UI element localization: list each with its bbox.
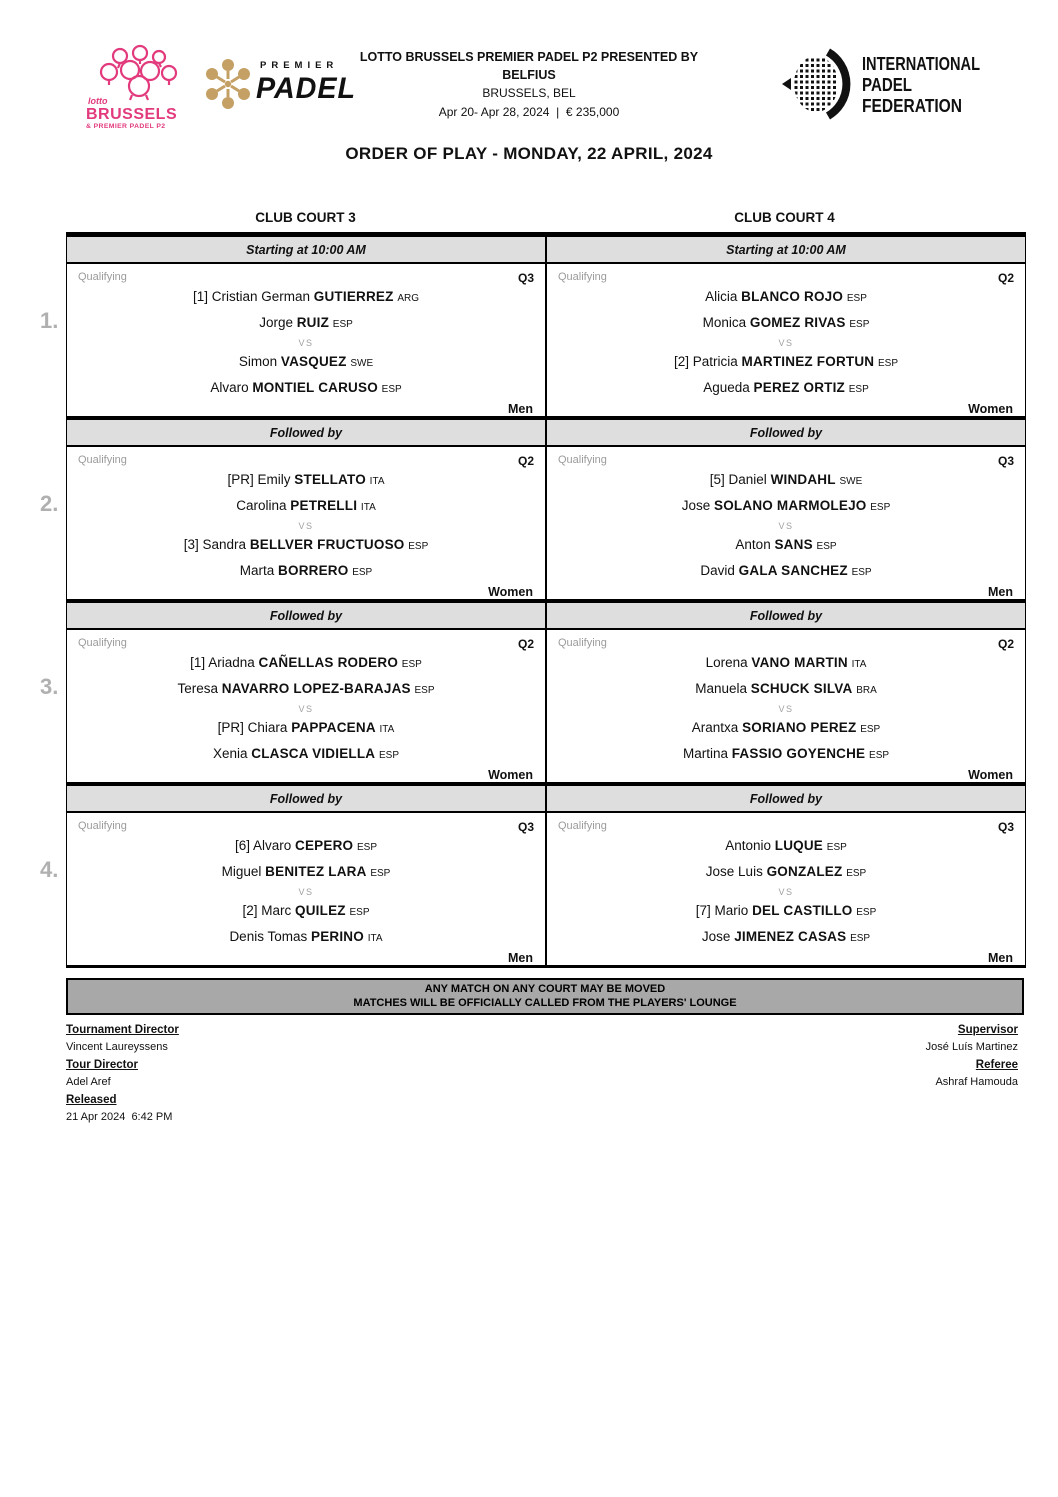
player-country: ESP: [860, 724, 881, 735]
player: [547, 651, 1025, 677]
released-timestamp: 21 Apr 2024 6:42 PM: [66, 1111, 173, 1123]
tournament-header: [314, 48, 744, 122]
round-label: Q2: [517, 454, 534, 468]
player: [547, 285, 1025, 311]
time-header: Followed by: [67, 603, 547, 628]
time-header: Followed by: [749, 609, 823, 623]
brussels-logo-main-text: BRUSSELS: [86, 106, 178, 123]
match-cell-court3-3: [67, 630, 547, 782]
brussels-atomium-rackets-icon: [82, 44, 192, 136]
match-cell-court4-1: [547, 264, 1025, 416]
order-of-play-table: [66, 232, 1026, 968]
player: [67, 468, 545, 494]
stage-label: Qualifying: [78, 820, 127, 832]
player-first-name: Ariadna: [208, 655, 255, 670]
time-header: Starting at 10:00 AM: [67, 237, 547, 262]
player-last-name: MONTIEL CARUSO: [252, 380, 378, 395]
round-label: Q3: [517, 820, 534, 834]
player-first-name: Teresa: [177, 681, 218, 696]
match-cell-head: [547, 447, 1025, 468]
tournament-director-label: Tournament Director: [66, 1024, 179, 1036]
player-last-name: GONZALEZ: [766, 864, 843, 879]
player-last-name: SANS: [774, 537, 813, 552]
player-first-name: Simon: [238, 354, 278, 369]
player-country: ESP: [357, 842, 378, 853]
player-country: ESP: [826, 842, 847, 853]
round-label: Q3: [997, 454, 1014, 468]
tournament-dates-prize: Apr 20- Apr 28, 2024 | € 235,000: [438, 105, 620, 119]
vs-label: VS: [778, 704, 794, 714]
player-first-name: Jose Luis: [705, 864, 763, 879]
player: [67, 533, 545, 559]
player-last-name: CAÑELLAS RODERO: [258, 655, 399, 670]
player-first-name: Emily: [257, 472, 291, 487]
officials-left-column: [66, 1021, 179, 1126]
stage-label: Qualifying: [558, 637, 607, 649]
row-number-2: 2.: [40, 491, 59, 516]
player-last-name: GALA SANCHEZ: [738, 563, 848, 578]
player: [547, 716, 1025, 742]
released-label: Released: [66, 1094, 117, 1106]
player: [67, 742, 545, 768]
player-last-name: SOLANO MARMOLEJO: [714, 498, 867, 513]
tournament-name-line1: LOTTO BRUSSELS PREMIER PADEL P2 PRESENTED BY: [359, 50, 699, 64]
player-last-name: PERINO: [311, 929, 364, 944]
round-label: Q3: [517, 271, 534, 285]
row-number-1: 1.: [40, 308, 59, 333]
stage-label: Qualifying: [78, 271, 127, 283]
player: [67, 899, 545, 925]
stage-label: Qualifying: [558, 820, 607, 832]
stage-label: Qualifying: [78, 454, 127, 466]
player-last-name: CEPERO: [295, 838, 354, 853]
page-title: ORDER OF PLAY - MONDAY, 22 APRIL, 2024: [345, 144, 713, 163]
match-row: [67, 447, 1025, 599]
player-first-name: David: [700, 563, 735, 578]
category-label: Women: [968, 402, 1013, 416]
player-country: ESP: [370, 868, 391, 879]
player-first-name: Patricia: [692, 354, 738, 369]
court-4-label: CLUB COURT 4: [734, 210, 835, 225]
player: [547, 376, 1025, 402]
player-country: ITA: [360, 502, 376, 513]
player-seed: [5]: [709, 472, 725, 487]
player-last-name: QUILEZ: [295, 903, 346, 918]
time-header-row: [67, 233, 1025, 264]
player-country: ESP: [878, 358, 899, 369]
player-last-name: PETRELLI: [290, 498, 358, 513]
player-first-name: Carolina: [236, 498, 287, 513]
player-country: ESP: [846, 293, 867, 304]
player-last-name: RUIZ: [296, 315, 330, 330]
round-label: Q2: [997, 637, 1014, 651]
teams: [67, 651, 545, 768]
match-row: [67, 813, 1025, 965]
player-first-name: Mario: [714, 903, 749, 918]
tournament-name-line2: BELFIUS: [502, 68, 556, 82]
player-last-name: VANO MARTIN: [751, 655, 848, 670]
match-cell-court3-2: [67, 447, 547, 599]
player-seed: [2]: [242, 903, 258, 918]
player-last-name: BENITEZ LARA: [265, 864, 367, 879]
teams: [67, 834, 545, 951]
player-last-name: BORRERO: [278, 563, 349, 578]
player-country: ESP: [414, 685, 435, 696]
match-row: [67, 264, 1025, 416]
player-country: ESP: [408, 541, 429, 552]
tour-director-label: Tour Director: [66, 1059, 138, 1071]
player-last-name: SCHUCK SILVA: [750, 681, 853, 696]
time-header-row: [67, 599, 1025, 630]
player: [547, 899, 1025, 925]
player: [67, 716, 545, 742]
match-cell-head: [547, 630, 1025, 651]
player-last-name: SORIANO PEREZ: [742, 720, 857, 735]
category-label: Men: [508, 402, 533, 416]
player-first-name: Denis Tomas: [229, 929, 308, 944]
player-country: SWE: [350, 358, 374, 369]
notice-line2: MATCHES WILL BE OFFICIALLY CALLED FROM THE PLAYERS' LOUNGE: [353, 997, 737, 1009]
player-seed: [7]: [695, 903, 711, 918]
player: [67, 860, 545, 886]
player-first-name: Agueda: [703, 380, 750, 395]
teams: [67, 285, 545, 402]
ipf-line3: FEDERATION: [862, 96, 962, 116]
player-country: ESP: [349, 907, 370, 918]
ipf-logo: [778, 42, 1013, 135]
match-cell-head: [547, 813, 1025, 834]
player-first-name: Daniel: [728, 472, 767, 487]
player: [67, 376, 545, 402]
category-label: Women: [488, 768, 533, 782]
vs-label: VS: [778, 887, 794, 897]
player: [67, 350, 545, 376]
player-first-name: Chiara: [247, 720, 288, 735]
row-number-4: 4.: [40, 857, 59, 882]
player-country: ITA: [379, 724, 395, 735]
player-first-name: Marta: [239, 563, 275, 578]
player-country: ESP: [846, 868, 867, 879]
teams: [547, 285, 1025, 402]
player-first-name: Lorena: [705, 655, 748, 670]
tour-director-name: Adel Aref: [66, 1076, 111, 1088]
referee-name: Ashraf Hamouda: [935, 1076, 1018, 1088]
player: [67, 311, 545, 337]
player: [547, 533, 1025, 559]
player-first-name: Cristian German: [211, 289, 311, 304]
officials-right-column: [926, 1021, 1018, 1126]
player: [547, 834, 1025, 860]
match-cell-head: [67, 630, 545, 651]
category-label: Men: [508, 951, 533, 965]
player-country: ESP: [850, 933, 871, 944]
vs-label: VS: [298, 338, 314, 348]
player-country: ESP: [848, 384, 869, 395]
player-last-name: JIMENEZ CASAS: [734, 929, 847, 944]
player-first-name: Monica: [702, 315, 747, 330]
player-country: ESP: [816, 541, 837, 552]
player-last-name: MARTINEZ FORTUN: [741, 354, 875, 369]
time-header: Followed by: [67, 786, 547, 811]
player-last-name: GUTIERREZ: [313, 289, 394, 304]
time-header: Followed by: [749, 426, 823, 440]
player-country: BRA: [856, 685, 877, 696]
player-first-name: Antonio: [725, 838, 771, 853]
vs-label: VS: [778, 338, 794, 348]
player-country: ITA: [367, 933, 383, 944]
player-last-name: STELLATO: [294, 472, 366, 487]
player-last-name: WINDAHL: [770, 472, 836, 487]
match-cell-head: [67, 447, 545, 468]
ipf-racket-icon: [778, 42, 1013, 130]
stage-label: Qualifying: [78, 637, 127, 649]
player-country: SWE: [839, 476, 863, 487]
time-header-row: [67, 782, 1025, 813]
player-seed: [3]: [183, 537, 199, 552]
player-country: ESP: [332, 319, 353, 330]
player-first-name: Jose: [681, 498, 711, 513]
player-first-name: Martina: [682, 746, 728, 761]
player: [67, 285, 545, 311]
supervisor-name: José Luís Martinez: [925, 1041, 1018, 1053]
category-label: Men: [988, 951, 1013, 965]
vs-label: VS: [298, 704, 314, 714]
player-last-name: DEL CASTILLO: [752, 903, 853, 918]
player: [67, 834, 545, 860]
teams: [547, 834, 1025, 951]
player: [547, 742, 1025, 768]
match-cell-head: [547, 264, 1025, 285]
player-first-name: Miguel: [221, 864, 262, 879]
player-last-name: PEREZ ORTIZ: [753, 380, 845, 395]
player-first-name: Jose: [701, 929, 731, 944]
player-country: ITA: [851, 659, 867, 670]
time-header: Followed by: [749, 792, 823, 806]
player: [547, 350, 1025, 376]
player-seed: [6]: [234, 838, 250, 853]
stage-label: Qualifying: [558, 454, 607, 466]
player-seed: [PR]: [217, 720, 244, 735]
row-number-3: 3.: [40, 674, 59, 699]
player: [547, 311, 1025, 337]
vs-label: VS: [298, 521, 314, 531]
player-last-name: NAVARRO LOPEZ-BARAJAS: [221, 681, 411, 696]
player-country: ESP: [856, 907, 877, 918]
stage-label: Qualifying: [558, 271, 607, 283]
teams: [67, 468, 545, 585]
match-cell-court4-2: [547, 447, 1025, 599]
round-label: Q2: [997, 271, 1014, 285]
court-labels: [66, 210, 1024, 225]
player-last-name: LUQUE: [774, 838, 824, 853]
player-country: ESP: [851, 567, 872, 578]
player-first-name: Arantxa: [691, 720, 739, 735]
brussels-tournament-logo: [82, 44, 192, 141]
category-label: Women: [968, 768, 1013, 782]
player-last-name: BLANCO ROJO: [741, 289, 844, 304]
vs-label: VS: [778, 521, 794, 531]
player: [547, 925, 1025, 951]
player-first-name: Alicia: [705, 289, 738, 304]
player-last-name: PAPPACENA: [291, 720, 376, 735]
player: [67, 651, 545, 677]
match-cell-court4-3: [547, 630, 1025, 782]
player: [547, 468, 1025, 494]
player-country: ARG: [397, 293, 420, 304]
player: [67, 494, 545, 520]
player-last-name: VASQUEZ: [280, 354, 347, 369]
player-seed: [1]: [192, 289, 208, 304]
player-first-name: Sandra: [202, 537, 247, 552]
player-last-name: CLASCA VIDIELLA: [251, 746, 376, 761]
tournament-director-name: Vincent Laureyssens: [66, 1041, 168, 1053]
player-country: ESP: [381, 384, 402, 395]
player-first-name: Manuela: [695, 681, 748, 696]
ipf-line2: PADEL: [862, 75, 913, 95]
player: [547, 860, 1025, 886]
player-country: ESP: [849, 319, 870, 330]
brussels-logo-lotto-text: lotto: [88, 96, 108, 106]
match-row: [67, 630, 1025, 782]
player-country: ESP: [870, 502, 891, 513]
match-cell-head: [67, 264, 545, 285]
player-seed: [PR]: [227, 472, 254, 487]
category-label: Women: [488, 585, 533, 599]
notice-line1: ANY MATCH ON ANY COURT MAY BE MOVED: [424, 983, 666, 995]
brussels-logo-sub-text: & PREMIER PADEL P2: [86, 123, 166, 130]
player: [547, 494, 1025, 520]
match-cell-court4-4: [547, 813, 1025, 965]
player: [547, 677, 1025, 703]
vs-label: VS: [298, 887, 314, 897]
player-first-name: Anton: [735, 537, 771, 552]
player-country: ESP: [869, 750, 890, 761]
player: [67, 559, 545, 585]
player-country: ESP: [379, 750, 400, 761]
match-cell-court3-1: [67, 264, 547, 416]
officials-section: [66, 1021, 1018, 1126]
player-seed: [1]: [190, 655, 206, 670]
category-label: Men: [988, 585, 1013, 599]
ipf-line1: INTERNATIONAL: [862, 54, 981, 74]
time-header-row: [67, 416, 1025, 447]
padel-word: PADEL: [256, 72, 356, 105]
player-last-name: BELLVER FRUCTUOSO: [249, 537, 405, 552]
player-country: ITA: [369, 476, 385, 487]
match-cell-court3-4: [67, 813, 547, 965]
supervisor-label: Supervisor: [957, 1024, 1018, 1036]
teams: [547, 468, 1025, 585]
player-first-name: Xenia: [212, 746, 248, 761]
time-header: Starting at 10:00 AM: [726, 243, 846, 257]
player-last-name: FASSIO GOYENCHE: [731, 746, 866, 761]
player-first-name: Alvaro: [253, 838, 292, 853]
match-cell-head: [67, 813, 545, 834]
time-header: Followed by: [67, 420, 547, 445]
player-country: ESP: [401, 659, 422, 670]
tournament-location: BRUSSELS, BEL: [482, 86, 576, 100]
player-seed: [2]: [673, 354, 689, 369]
player-first-name: Jorge: [259, 315, 293, 330]
player-country: ESP: [352, 567, 373, 578]
player-last-name: GOMEZ RIVAS: [749, 315, 846, 330]
notice-bar: [66, 978, 1024, 1015]
round-label: Q2: [517, 637, 534, 651]
referee-label: Referee: [975, 1059, 1018, 1071]
player: [67, 677, 545, 703]
round-label: Q3: [997, 820, 1014, 834]
premier-word: PREMIER: [260, 60, 339, 71]
teams: [547, 651, 1025, 768]
player-first-name: Alvaro: [210, 380, 249, 395]
player: [547, 559, 1025, 585]
player-first-name: Marc: [261, 903, 292, 918]
player: [67, 925, 545, 951]
court-3-label: CLUB COURT 3: [255, 210, 356, 225]
